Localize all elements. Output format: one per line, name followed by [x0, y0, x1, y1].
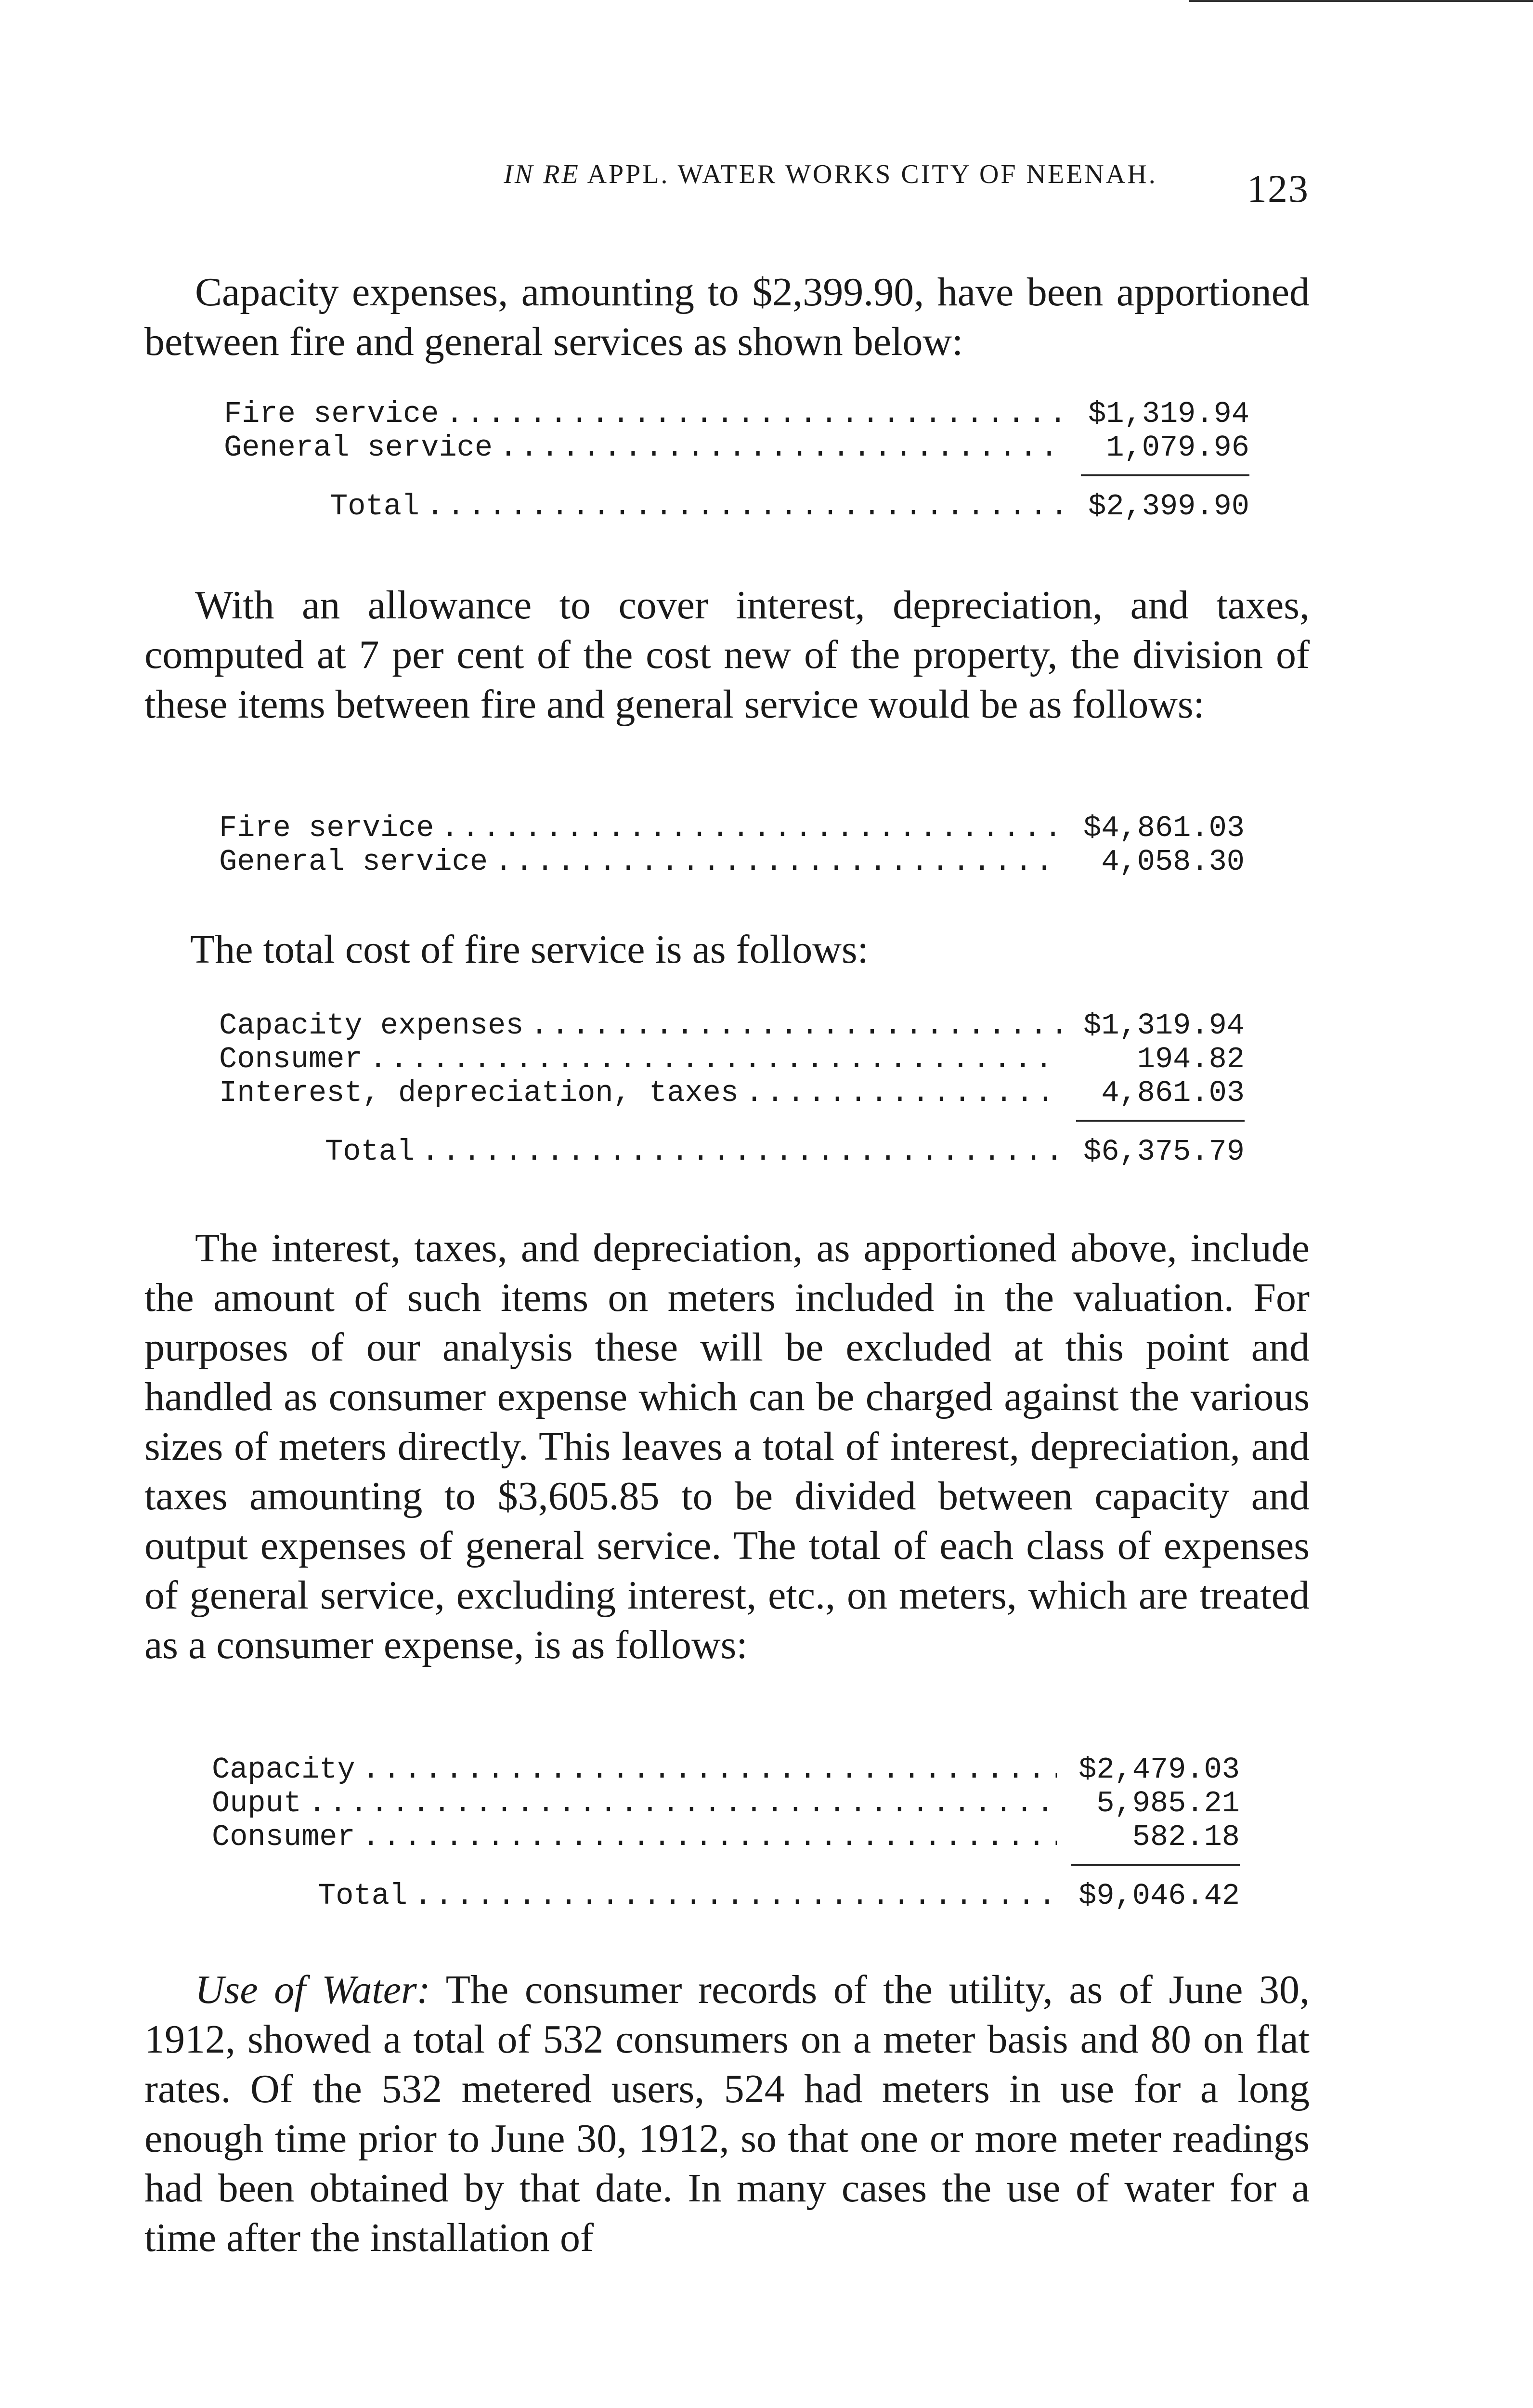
section-heading-use-of-water: Use of Water: — [195, 1967, 430, 2012]
top-edge-rule — [1189, 0, 1533, 2]
table-row — [219, 1043, 1245, 1076]
table-row — [219, 845, 1245, 879]
row-label: Interest, depreciation, taxes — [219, 1076, 739, 1110]
paragraph-fire-service-intro: The total cost of fire service is as follows: — [190, 927, 869, 972]
table-row — [212, 1753, 1240, 1787]
total-value: $2,399.90 — [1088, 489, 1249, 523]
table-row — [224, 431, 1249, 465]
row-label: Consumer — [219, 1042, 363, 1076]
row-value: $2,479.03 — [1078, 1753, 1240, 1787]
total-row — [219, 1135, 1245, 1169]
sum-rule — [1081, 474, 1249, 476]
leader-dots — [494, 845, 1062, 879]
total-row — [212, 1879, 1240, 1913]
row-label: Ouput — [212, 1786, 302, 1820]
row-label: General service — [224, 431, 493, 465]
row-value: 582.18 — [1132, 1820, 1240, 1854]
sum-rule — [1071, 1864, 1240, 1866]
leader-dots — [421, 1135, 1062, 1169]
table-row — [212, 1820, 1240, 1854]
row-value: 4,058.30 — [1101, 845, 1245, 879]
total-value: $6,375.79 — [1083, 1135, 1245, 1169]
table-capacity-apportionment — [224, 397, 1249, 523]
table-row — [212, 1787, 1240, 1820]
total-value: $9,046.42 — [1078, 1879, 1240, 1913]
row-label: Fire service — [219, 811, 434, 845]
paragraph-use-of-water-text: The consumer records of the utility, as of June 30, 1912, showed a total of 532 consumers on a meter basis and 80 on flat rates. Of the 532 metered users, 524 had meters in use for a long enough time prior to June 30, 1912, so that one or more meter readings had been obtained by that date. In many cases the use of water for a time after the installation of — [144, 1967, 1310, 2260]
leader-dots — [745, 1076, 1062, 1110]
row-value: 194.82 — [1137, 1042, 1245, 1076]
running-header — [337, 159, 1324, 190]
header-title: APPL. WATER WORKS CITY OF NEENAH. — [587, 159, 1157, 189]
page-number: 123 — [1247, 167, 1309, 210]
paragraph-interest-allowance: With an allowance to cover interest, depreciation, and taxes, computed at 7 per cent of the cost new of the property, the division of these items between fire and general service would be as follows: — [144, 583, 1310, 727]
table-row — [224, 397, 1249, 431]
leader-dots — [426, 490, 1066, 523]
row-label: General service — [219, 845, 488, 879]
paragraph-use-of-water — [144, 1965, 1310, 2263]
row-value: 1,079.96 — [1106, 431, 1249, 465]
paragraph-interest-exclusion: The interest, taxes, and depreciation, as apportioned above, include the amount of such items on meters included in the valuation. For purposes of our analysis these will be excluded at this point and handled as consumer expense which can be charged against the various sizes of meters directly. This leaves a total of interest, depreciation, and taxes amounting to $3,605.85 to be divided between capacity and output expenses of general service. The total of each class of expenses of general service, excluding interest, etc., on meters, which are treated as a consumer expense, is as follows: — [144, 1226, 1310, 1667]
table-row — [219, 811, 1245, 845]
leader-dots — [499, 431, 1066, 465]
table-general-service-expenses — [212, 1753, 1240, 1913]
row-label: Capacity — [212, 1753, 355, 1787]
row-value: $1,319.94 — [1088, 397, 1249, 431]
row-label: Fire service — [224, 397, 439, 431]
table-row — [219, 1076, 1245, 1110]
leader-dots — [531, 1009, 1062, 1043]
row-label: Capacity expenses — [219, 1008, 524, 1043]
total-row — [224, 490, 1249, 523]
table-interest-division — [219, 811, 1245, 879]
leader-dots — [369, 1043, 1062, 1076]
row-value: 5,985.21 — [1096, 1786, 1240, 1820]
leader-dots — [441, 811, 1062, 845]
header-italic: IN RE — [504, 159, 580, 189]
total-label: Total — [325, 1135, 415, 1169]
row-label: Consumer — [212, 1820, 355, 1854]
leader-dots — [362, 1820, 1057, 1854]
sum-rule — [1076, 1120, 1245, 1122]
leader-dots — [362, 1753, 1057, 1787]
paragraph-capacity-expenses: Capacity expenses, amounting to $2,399.90, have been apportioned between fire and general services as shown below: — [144, 270, 1310, 364]
row-value: $1,319.94 — [1083, 1008, 1245, 1043]
leader-dots — [308, 1787, 1057, 1820]
table-fire-service-cost — [219, 1009, 1245, 1169]
row-value: 4,861.03 — [1101, 1076, 1245, 1110]
table-row — [219, 1009, 1245, 1043]
total-label: Total — [330, 489, 420, 523]
leader-dots — [414, 1879, 1057, 1913]
row-value: $4,861.03 — [1083, 811, 1245, 845]
leader-dots — [445, 397, 1066, 431]
total-label: Total — [318, 1879, 408, 1913]
